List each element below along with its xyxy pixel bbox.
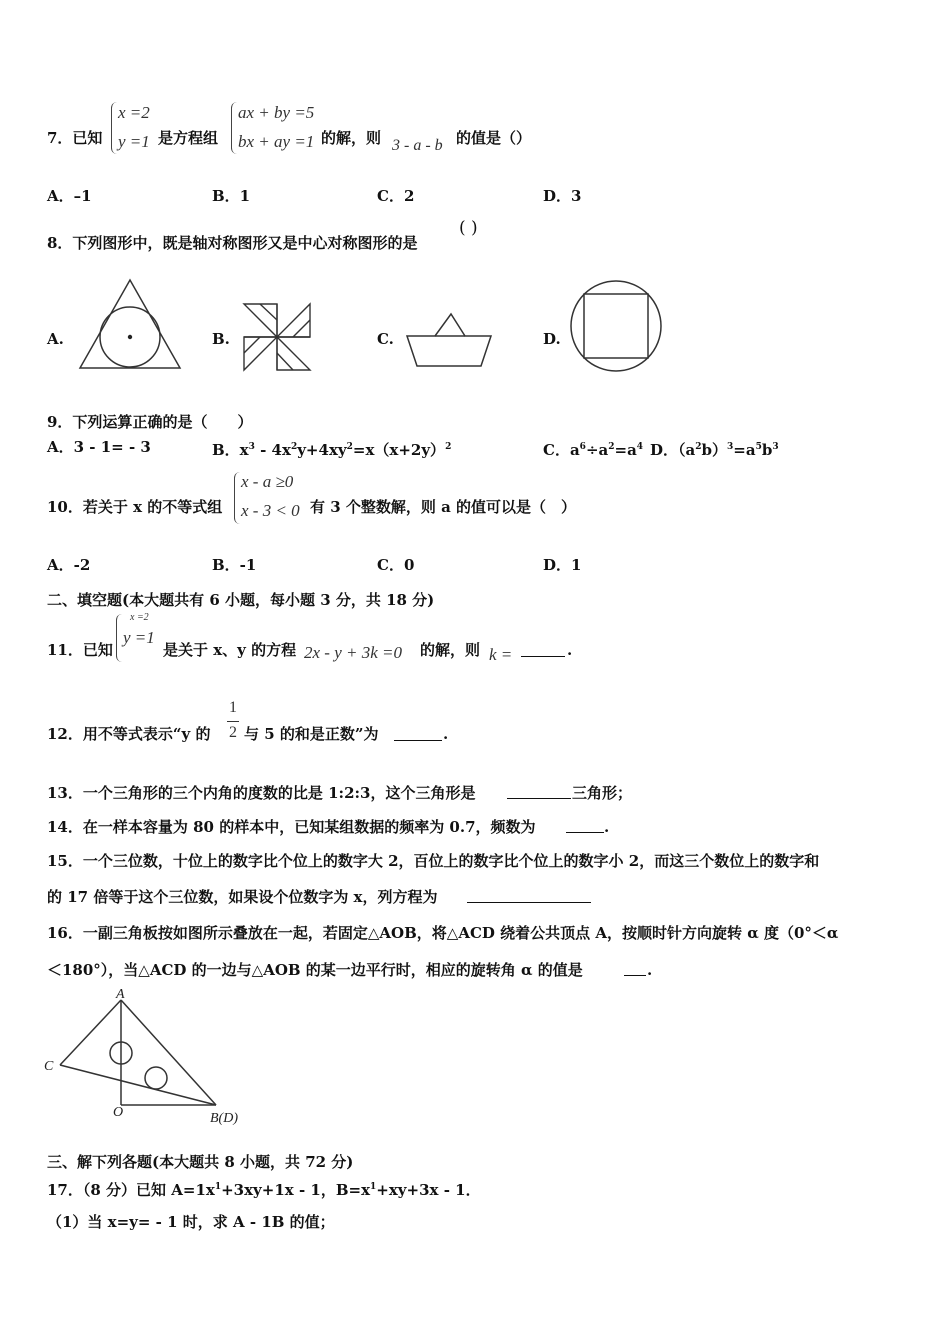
q12-fraction-denominator: 2 <box>229 724 237 741</box>
q16-line2: ＜180°），当△ACD 的一边与△AOB 的某一边平行时，相应的旋转角 α 的值是 <box>47 961 583 979</box>
q8-stem: 8．下列图形中，既是轴对称图形又是中心对称图形的是 <box>47 234 418 252</box>
q16-triangle-figure <box>40 984 255 1129</box>
q16-label-o: O <box>113 1105 124 1120</box>
q7-number: 7．已知 <box>47 129 103 147</box>
q7-expression: 3 - a - b <box>392 137 443 154</box>
q7-option-d: D．3 <box>543 187 582 205</box>
section-3-heading: 三、解下列各题(本大题共 8 小题，共 72 分) <box>47 1153 354 1171</box>
q14-pre-text: 14．在一样本容量为 80 的样本中，已知某组数据的频率为 0.7，频数为 <box>47 818 536 836</box>
q10-system-line1: x - a ≥0 <box>241 472 294 491</box>
q7-end-text: 的值是（） <box>456 129 532 147</box>
q10-number: 10．若关于 x 的不等式组 <box>47 498 223 516</box>
q13-pre-text: 13．一个三角形的三个内角的度数的比是 1:2:3，这个三角形是 <box>47 784 476 802</box>
q11-system-line1: x =2 <box>130 612 149 623</box>
q16-label-a: A <box>116 987 125 1002</box>
q8-figure-c <box>405 312 493 368</box>
q11-end-text: . <box>567 641 573 659</box>
q16-answer-blank <box>624 961 646 976</box>
q10-tail-text: 有 3 个整数解，则 a 的值可以是（ ） <box>310 498 577 516</box>
q12-fraction-bar <box>227 721 239 722</box>
section-2-heading: 二、填空题(本大题共有 6 小题，每小题 3 分，共 18 分) <box>47 591 435 609</box>
q17-part1: （1）当 x=y= - 1 时，求 A - 1B 的值； <box>47 1213 335 1231</box>
q11-mid-text: 是关于 x、y 的方程 <box>163 641 297 659</box>
q10-system-line2: x - 3 < 0 <box>241 501 300 520</box>
q16-label-bd: B(D) <box>210 1111 238 1126</box>
q7-system1-line2: y =1 <box>118 132 150 151</box>
q8-figure-a <box>78 278 182 370</box>
q8-label-b: B. <box>212 330 230 348</box>
q16-label-c: C <box>44 1059 54 1074</box>
q9-option-a: A．3 - 1= - 3 <box>47 438 151 456</box>
q11-k-label: k = <box>489 645 513 664</box>
q7-option-a: A．–1 <box>47 187 92 205</box>
q7-system1-line1: x =2 <box>118 103 150 122</box>
q15-answer-blank <box>467 888 591 903</box>
q10-system-brace <box>234 472 241 524</box>
q12-answer-blank <box>394 726 442 741</box>
q11-system-brace <box>116 614 123 662</box>
q11-tail-text: 的解，则 <box>420 641 481 659</box>
q10-option-b: B．-1 <box>212 556 257 574</box>
q10-option-c: C．0 <box>377 556 415 574</box>
q7-option-b: B．1 <box>212 187 251 205</box>
q9-option-b: B．$x^3 - 4x^2y+4xy^2=x(x+2y)^2$ <box>212 441 452 459</box>
q8-label-a: A. <box>47 330 64 348</box>
q7-tail-text: 的解，则 <box>321 129 382 147</box>
q12-fraction-numerator: 1 <box>229 699 237 716</box>
q7-system2-line2: bx + ay =1 <box>238 132 315 151</box>
q7-mid-text: 是方程组 <box>158 129 219 147</box>
q9-option-c: C．$a^6\div a^2=a^4$ <box>543 441 644 459</box>
q7-system2-line1: ax + by =5 <box>238 103 315 122</box>
q8-figure-b <box>243 303 311 371</box>
q12-post-text: 与 5 的和是正数”为 <box>244 725 379 743</box>
q7-system2-brace <box>231 102 238 154</box>
q9-option-d: D．$(a^2b)^3=a^5b^3$ <box>650 441 779 459</box>
q10-option-d: D．1 <box>543 556 582 574</box>
q13-answer-blank <box>507 784 571 799</box>
q11-equation: 2x - y + 3k =0 <box>304 643 402 662</box>
q11-number: 11．已知 <box>47 641 113 659</box>
q12-end-text: . <box>443 725 449 743</box>
q15-line1: 15．一个三位数，十位上的数字比个位上的数字大 2，百位上的数字比个位上的数字小 2，而这三个数位上的数字和 <box>47 852 820 870</box>
q15-line2: 的 17 倍等于这个三位数，如果设个位数字为 x，列方程为 <box>47 888 438 906</box>
q11-system-line2: y =1 <box>123 628 155 647</box>
q14-post-text: . <box>604 818 610 836</box>
q14-answer-blank <box>566 818 604 833</box>
q10-option-a: A．-2 <box>47 556 91 574</box>
q7-system1-brace <box>111 102 118 154</box>
q16-line2-end: . <box>647 961 653 979</box>
q16-line1: 16．一副三角板按如图所示叠放在一起，若固定△AOB，将△ACD 绕着公共顶点 A，按顺时针方向旋转 α 度（0°＜α <box>47 924 839 942</box>
q17-stem: 17．（8 分）已知 $A=1x^1+3xy+1x - 1$，$B=x^1+xy+3x - 1$． <box>47 1181 481 1199</box>
q12-pre-text: 12．用不等式表示“y 的 <box>47 725 211 743</box>
q9-stem: 9．下列运算正确的是（ ） <box>47 413 253 431</box>
q8-label-d: D. <box>543 330 561 348</box>
q8-paren: ( ) <box>459 218 478 238</box>
q11-answer-blank <box>521 642 565 657</box>
q7-option-c: C．2 <box>377 187 415 205</box>
q13-post-text: 三角形； <box>572 784 633 802</box>
q8-label-c: C. <box>377 330 394 348</box>
q8-figure-d <box>569 279 663 373</box>
